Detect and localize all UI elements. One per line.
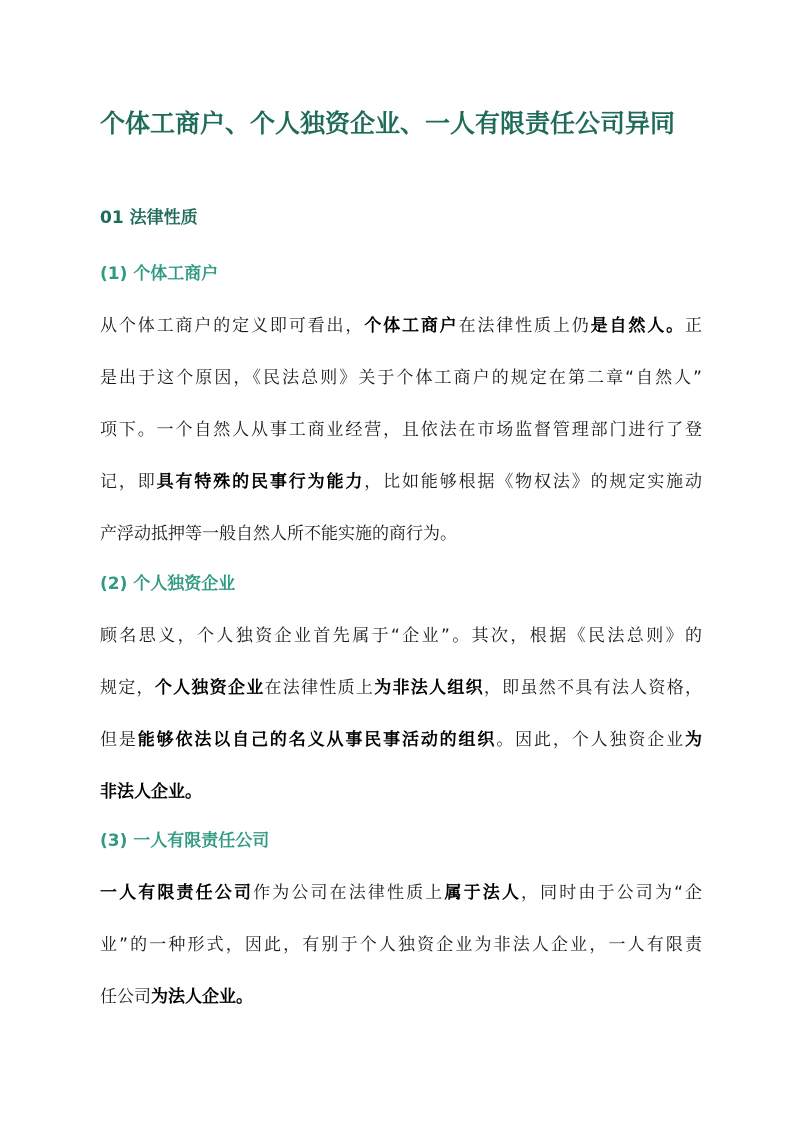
text-run: 项下。一个自然人从事工商业经营，且依法在市场监督管理部门进行了登 — [100, 420, 702, 440]
paragraph-line — [100, 312, 702, 364]
text-run: 是出于这个原因，《民法总则》关于个体工商户的规定在第二章“自然人” — [100, 368, 702, 388]
bold-text-run: 个体工商户 — [364, 316, 459, 336]
bold-text-run: 为非法人组织 — [374, 678, 484, 698]
text-run: 任公司 — [100, 987, 151, 1007]
paragraph-line — [100, 931, 702, 983]
paragraph-sole-proprietorship — [100, 622, 702, 830]
text-run: 从个体工商户的定义即可看出， — [100, 316, 365, 336]
paragraph-line — [100, 622, 702, 674]
paragraph-line — [100, 416, 702, 468]
paragraph-line — [100, 674, 702, 726]
subheading-one-person-llc: (3) 一人有限责任公司 — [100, 831, 270, 851]
text-run: 。因此，个人独资企业 — [496, 730, 686, 750]
text-run: ，比如能够根据《物权法》的规定实施动 — [364, 472, 703, 492]
text-run: 规定， — [100, 678, 155, 698]
paragraph-line — [100, 726, 702, 778]
text-run: ，即虽然不具有法人资格， — [483, 678, 702, 698]
paragraph-line — [100, 520, 702, 572]
section-heading-legal-nature: 01 法律性质 — [100, 208, 198, 228]
bold-text-run: 是自然人。 — [590, 316, 686, 336]
text-run: 记，即 — [100, 472, 157, 492]
bold-text-run: 非法人企业。 — [100, 782, 202, 802]
subheading-individual-business: (1) 个体工商户 — [100, 264, 219, 284]
paragraph-line — [100, 778, 702, 830]
text-run: 但是 — [100, 730, 138, 750]
text-run: 顾名思义，个人独资企业首先属于“企业”。其次，根据《民法总则》的 — [100, 626, 702, 646]
subheading-sole-proprietorship: (2) 个人独资企业 — [100, 574, 236, 594]
bold-text-run: 属于法人 — [444, 883, 521, 903]
text-run: 在法律性质上 — [264, 678, 375, 698]
text-run: 在法律性质上仍 — [458, 316, 591, 336]
paragraph-individual-business — [100, 312, 702, 572]
text-run: ，同时由于公司为“企 — [521, 883, 703, 903]
text-run: 业”的一种形式，因此，有别于个人独资企业为非法人企业，一人有限责 — [100, 935, 702, 955]
bold-text-run: 为 — [685, 730, 703, 750]
text-run: 作为公司在法律性质上 — [253, 883, 445, 903]
bold-text-run: 具有特殊的民事行为能力 — [156, 472, 365, 492]
paragraph-line — [100, 468, 702, 520]
paragraph-line — [100, 364, 702, 416]
paragraph-line — [100, 983, 702, 1035]
bold-text-run: 为法人企业。 — [151, 987, 253, 1007]
bold-text-run: 个人独资企业 — [154, 678, 265, 698]
text-run: 产浮动抵押等一般自然人所不能实施的商行为。 — [100, 524, 457, 544]
document-title: 个体工商户、个人独资企业、一人有限责任公司异同 — [100, 109, 676, 138]
bold-text-run: 一人有限责任公司 — [100, 883, 254, 903]
paragraph-line — [100, 879, 702, 931]
paragraph-one-person-llc — [100, 879, 702, 1035]
text-run: 正 — [685, 316, 703, 336]
bold-text-run: 能够依法以自己的名义从事民事活动的组织 — [137, 730, 497, 750]
